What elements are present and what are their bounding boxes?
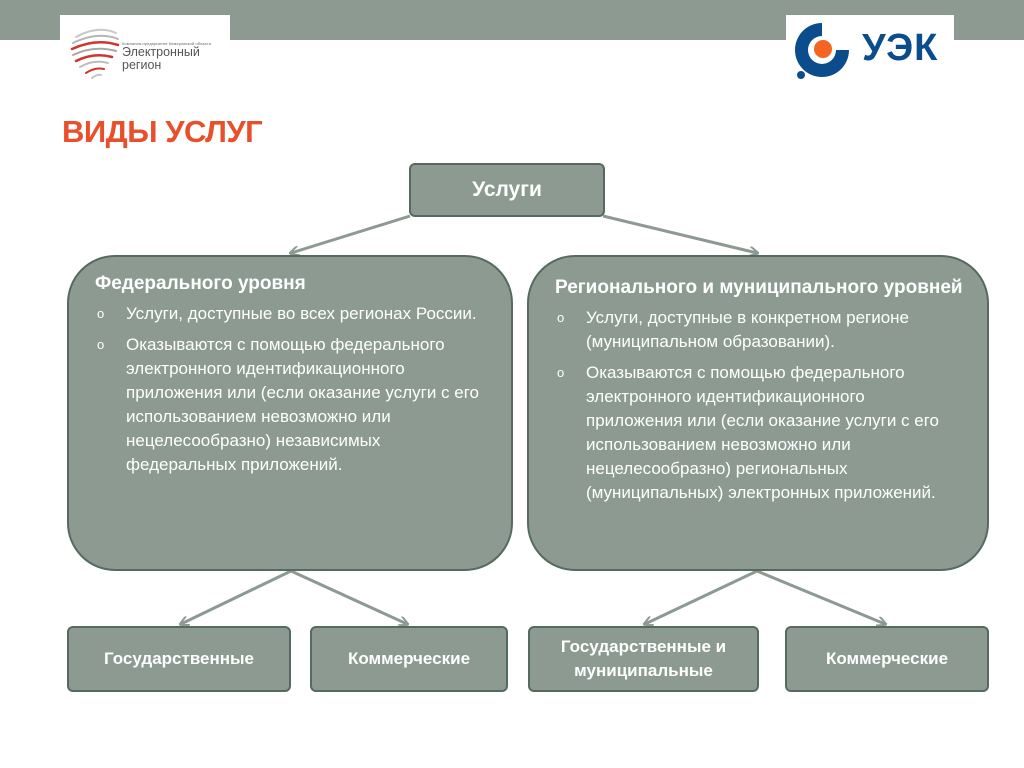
branch-federal-heading: Федерального уровня	[95, 273, 306, 294]
branch-federal	[67, 255, 513, 571]
bullet-glyph: o	[97, 306, 105, 321]
page-title: ВИДЫ УСЛУГ	[62, 114, 263, 149]
connector-root-right	[603, 216, 757, 253]
logo-name: Электронный регион	[122, 45, 200, 72]
bullet-item	[95, 333, 489, 477]
leaf-federal-state: Государственные	[67, 626, 291, 692]
bullet-glyph: o	[557, 310, 565, 325]
connector-right-leaf4	[757, 571, 885, 624]
connector-root-left	[291, 216, 410, 253]
root-node: Услуги	[409, 163, 605, 217]
connector-left-leaf1	[181, 571, 291, 624]
bullet-text: Услуги, доступные в конкретном регионе (муниципальном образовании).	[586, 308, 910, 351]
logo-caption: Компания-предприятие Кемеровской области	[122, 41, 212, 46]
branch-regional-heading: Регионального и муниципального уровней	[555, 277, 963, 298]
bullet-text: Оказываются с помощью федерального электронного идентификационного приложения или (если оказание услуги с его использованием невозможно или нецелесообразно) независимых федеральных приложений.	[126, 335, 480, 474]
leaf-regional-state-municipal: Государственные и муниципальные	[528, 626, 759, 692]
bullet-glyph: o	[557, 365, 565, 380]
bullet-item	[555, 306, 965, 354]
bullet-item	[95, 302, 489, 326]
branch-regional	[527, 255, 989, 571]
branch-regional-bullets	[555, 306, 965, 505]
leaf-regional-commercial: Коммерческие	[785, 626, 989, 692]
leaf-federal-commercial: Коммерческие	[310, 626, 508, 692]
bullet-text: Оказываются с помощью федерального электронного идентификационного приложения или (если оказание услуги с его использованием невозможно или нецелесообразно) региональных (муниципальных) электронных приложений.	[586, 363, 940, 502]
uek-logo-text: УЭК	[862, 27, 939, 69]
bullet-glyph: o	[97, 337, 105, 352]
branch-federal-bullets	[95, 302, 489, 477]
connector-left-leaf2	[291, 571, 407, 624]
connector-right-leaf3	[645, 571, 757, 624]
bullet-item	[555, 361, 965, 505]
bullet-text: Услуги, доступные во всех регионах России.	[126, 304, 477, 323]
